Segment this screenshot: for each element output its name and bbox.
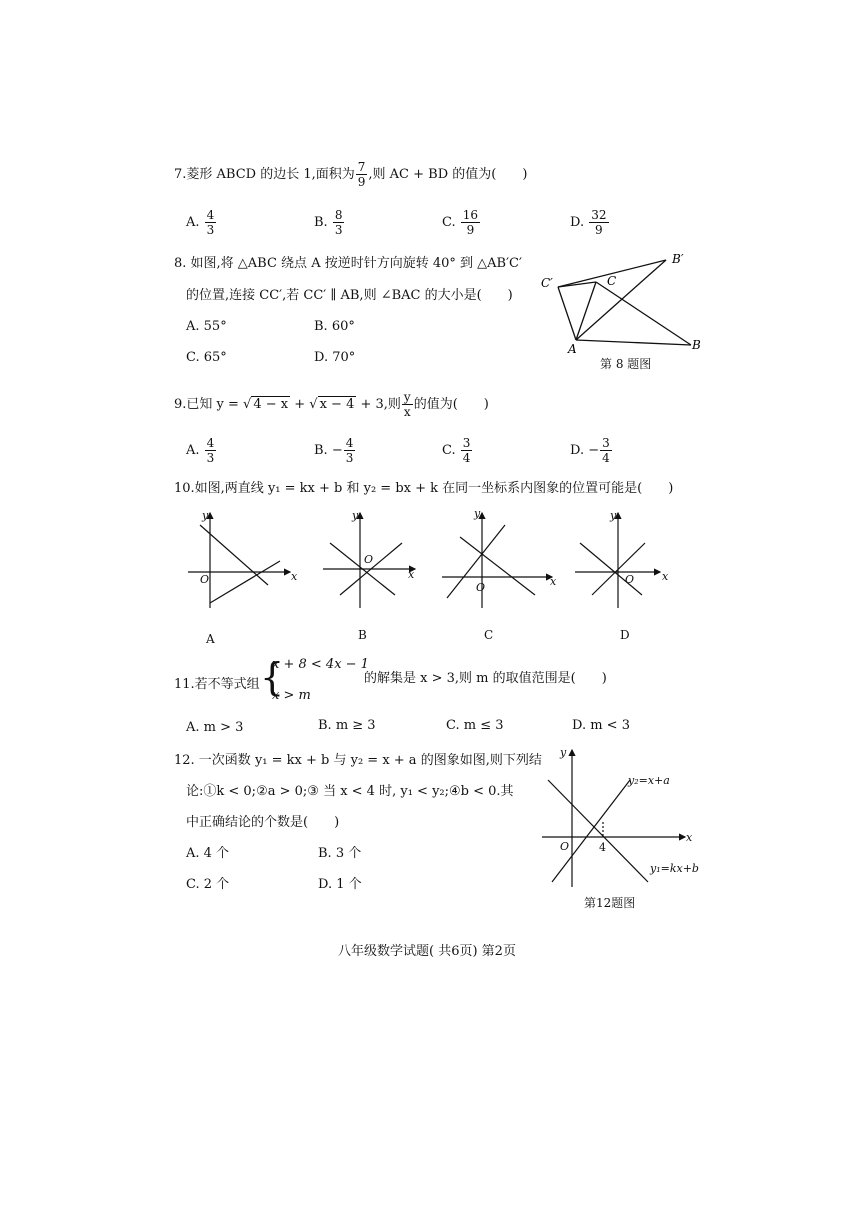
svg-text:x: x (408, 568, 415, 581)
q8-segment-acp (558, 287, 576, 340)
q11-lead: 11.若不等式组 (174, 677, 260, 692)
q11-tail: 的解集是 x > 3,则 m 的取值范围是( ) (364, 671, 607, 686)
q8-figure-caption: 第 8 题图 (600, 357, 652, 371)
q7-tail: ,则 AC + BD 的值为( ) (368, 167, 528, 182)
q7-option-c: C. $\frac{16}{9}$ (442, 208, 479, 237)
q8-stem-line1: 8. 如图,将 △ABC 绕点 A 按逆时针方向旋转 40° 到 △AB′C′ (174, 256, 522, 271)
q8-label-c: C (607, 274, 617, 288)
q7-option-d: D. $\frac{32}{9}$ (570, 208, 607, 237)
q12-option-d: D. 1 个 (318, 877, 362, 892)
q11-inequality-1: x + 8 < 4x − 1 (272, 657, 369, 672)
svg-text:x: x (550, 575, 557, 588)
q10-graphs (180, 503, 700, 653)
q9-option-c: C. $\frac{3}{4}$ (442, 436, 471, 465)
q12-label-y2: y₂=x+a (628, 774, 670, 787)
q11-option-d: D. m < 3 (572, 718, 630, 733)
svg-text:y: y (202, 509, 209, 522)
q8-segment-ab (576, 340, 691, 345)
q10-label-a: A (206, 632, 215, 646)
svg-text:O: O (625, 573, 635, 586)
page-footer: 八年级数学试题( 共6页) 第2页 (338, 944, 516, 959)
q12-label-y1: y₁=kx+b (650, 862, 699, 875)
svg-text:y: y (474, 507, 481, 520)
q9-stem: 9.已知 y = √ 4 − x + √ x − 4 + 3,则 $\frac{y}{x}$ 的值为( ) (174, 390, 489, 419)
q8-label-b: B (692, 338, 701, 352)
q11-brace: { (260, 655, 285, 699)
q8-option-c: C. 65° (186, 350, 227, 365)
q9-sqrt-1: 4 − x (253, 397, 289, 412)
q10-label-b: B (358, 628, 367, 642)
q11-option-c: C. m ≤ 3 (446, 718, 504, 733)
q7-lead: 7.菱形 ABCD 的边长 1,面积为 (174, 167, 355, 182)
q9-sqrt-2: x − 4 (319, 397, 355, 412)
q12-figure (540, 742, 720, 892)
q7-option-b: B. $\frac{8}{3}$ (314, 208, 343, 237)
q8-option-d: D. 70° (314, 350, 356, 365)
svg-text:y: y (560, 746, 567, 759)
q10-stem: 10.如图,两直线 y₁ = kx + b 和 y₂ = bx + k 在同一坐标系内图象的位置可能是( ) (174, 481, 674, 496)
q10-label-c: C (484, 628, 494, 642)
q9-option-a: A. $\frac{4}{3}$ (186, 436, 215, 465)
q8-label-a: A (568, 342, 577, 356)
q12-option-a: A. 4 个 (186, 846, 230, 861)
q8-stem-line2: 的位置,连接 CC′,若 CC′ ∥ AB,则 ∠BAC 的大小是( ) (186, 288, 513, 303)
q8-option-a: A. 55° (186, 319, 227, 334)
q8-segment-cb (596, 282, 691, 345)
q7-fraction: $\frac{7}{9}$ (357, 160, 366, 189)
q7-option-a: A. $\frac{4}{3}$ (186, 208, 215, 237)
q12-stem-line1: 12. 一次函数 y₁ = kx + b 与 y₂ = x + a 的图象如图,则下列结 (174, 753, 542, 768)
q11-inequality-2: x > m (272, 688, 311, 703)
q8-label-cp: C′ (541, 276, 553, 290)
q12-figure-caption: 第12题图 (584, 896, 636, 910)
q7-stem (174, 160, 527, 189)
svg-text:x: x (291, 570, 298, 583)
svg-text:O: O (200, 573, 210, 586)
q11-option-b: B. m ≥ 3 (318, 718, 376, 733)
svg-text:x: x (662, 570, 669, 583)
q12-stem-line3: 中正确结论的个数是( ) (186, 815, 340, 830)
q10-graph-a (188, 513, 290, 608)
q12-option-b: B. 3 个 (318, 846, 362, 861)
q12-stem-line2: 论:①k < 0;②a > 0;③ 当 x < 4 时, y₁ < y₂;④b < 0.其 (186, 784, 514, 799)
q12-option-c: C. 2 个 (186, 877, 230, 892)
svg-text:O: O (476, 581, 486, 594)
svg-text:x: x (686, 831, 693, 844)
q9-option-d: D. − $\frac{3}{4}$ (570, 436, 610, 465)
svg-text:4: 4 (599, 841, 606, 854)
svg-text:y: y (610, 509, 617, 522)
q10-label-d: D (620, 628, 630, 642)
q8-figure (538, 252, 708, 362)
svg-text:y: y (352, 509, 359, 522)
svg-text:O: O (364, 553, 374, 566)
q10-graph-d (575, 513, 660, 608)
svg-text:O: O (560, 840, 570, 853)
q8-label-bp: B′ (672, 252, 684, 266)
q11-option-a: A. m > 3 (186, 720, 244, 735)
q10-graph-c (442, 513, 552, 608)
q8-option-b: B. 60° (314, 319, 355, 334)
q9-option-b: B. − $\frac{4}{3}$ (314, 436, 354, 465)
